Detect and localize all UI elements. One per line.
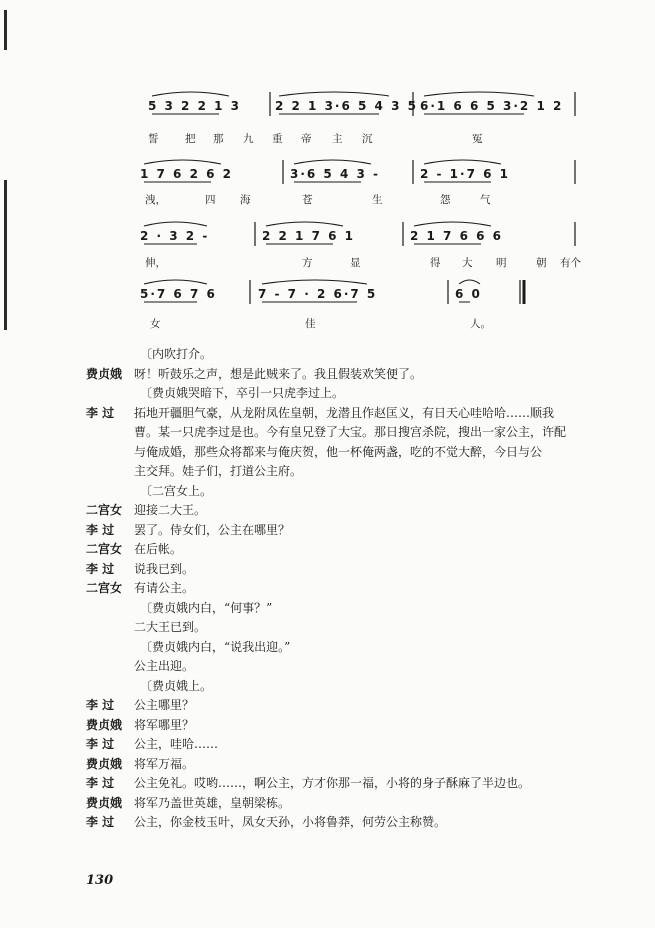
lyric-syllable: 誓 (148, 133, 159, 145)
lyric-syllable: 方 (302, 257, 313, 269)
lyric-syllable: 怨 (440, 194, 451, 206)
dialogue-continuation (86, 423, 606, 443)
lyric-syllable: 洩， (145, 194, 166, 206)
slur-mark (152, 92, 229, 96)
continuation-text: 二大王已到。 (134, 620, 207, 634)
dialogue-text: 罢了。侍女们，公主在哪里？ (134, 522, 291, 537)
score-row (140, 160, 575, 206)
lyric-syllable: 帝 (301, 133, 312, 145)
slur-mark (459, 280, 480, 284)
speaker-name: 二宫女 (86, 542, 123, 556)
score-row (140, 280, 520, 330)
stage-direction (86, 345, 606, 365)
dialogue-continuation (86, 443, 606, 463)
stage-direction-text: 〔费贞娥上。 (140, 678, 213, 693)
lyric-syllable: 海 (240, 194, 251, 206)
dialogue-line (86, 696, 606, 716)
score-row (140, 222, 581, 269)
slur-mark (144, 222, 207, 226)
dialogue-text: 将军哪里？ (134, 717, 195, 732)
stage-direction (86, 599, 606, 619)
stage-direction-text: 〔费贞娥哭暗下，卒引一只虎李过上。 (140, 386, 345, 400)
lyric-syllable: 人。 (470, 318, 491, 330)
speaker-name: 费贞娥 (86, 756, 123, 771)
stage-direction-text: 〔费贞娥内白，“说我出迎。” (140, 639, 291, 654)
dialogue-line (86, 579, 606, 599)
score-measure: 7 - 7 · 2 6·7 5 (258, 287, 378, 301)
dialogue-line (86, 774, 606, 794)
lyric-syllable: 得 (430, 257, 441, 269)
lyric-syllable: 生 (372, 194, 383, 206)
lyric-syllable: 把 (185, 133, 196, 145)
lyric-syllable: 女 (150, 318, 161, 330)
speaker-name: 李 过 (86, 561, 115, 576)
slur-mark (262, 280, 367, 284)
dialogue-line (86, 755, 606, 775)
score-measure: 3·6 5 4 3 - (290, 167, 380, 181)
dialogue-text: 在后帐。 (134, 542, 183, 556)
lyric-syllable: 明 (496, 257, 507, 269)
dialogue-line (86, 501, 606, 521)
lyric-syllable: 冤 (472, 133, 483, 145)
page-number: 130 (86, 873, 114, 888)
stage-direction (86, 638, 606, 658)
dialogue-line (86, 716, 606, 736)
speaker-name: 李 过 (86, 698, 115, 712)
slur-mark (144, 160, 221, 164)
slur-mark (294, 160, 371, 164)
lyric-syllable: 大 (462, 257, 473, 269)
lyric-syllable: 佳 (305, 318, 316, 330)
dialogue-line (86, 813, 606, 833)
slur-mark (414, 222, 491, 226)
score-measure: 5·7 6 7 6 (140, 287, 217, 301)
score-measure: 2 2 1 7 6 1 (262, 229, 355, 243)
lyric-syllable: 沉 (362, 133, 373, 145)
lyric-syllable: 伸， (145, 257, 166, 269)
speaker-name: 李 过 (86, 776, 115, 790)
lyric-syllable: 苍 (302, 194, 313, 206)
speaker-name: 费贞娥 (86, 717, 123, 732)
speaker-name: 费贞娥 (86, 366, 123, 381)
score-measure: 2 2 1 3·6 5 4 3 5 (275, 99, 418, 113)
lyric-syllable: 那 (213, 133, 224, 145)
dialogue-line (86, 735, 606, 755)
continuation-text: 曹。某一只虎李过是也。今有皇兄登了大宝。那日搜宫杀院，搜出一家公主，许配 (134, 425, 567, 439)
dialogue-line (86, 560, 606, 580)
score-measure: 1 7 6 2 6 2 (140, 167, 233, 181)
dialogue-line (86, 521, 606, 541)
score-measure: 2 1 7 6 6 6 (410, 229, 503, 243)
dialogue-text: 公主，哇哈…… (134, 737, 219, 751)
continuation-text: 公主出迎。 (134, 659, 195, 673)
stage-direction-text: 〔二宫女上。 (140, 483, 213, 498)
dialogue-line (86, 794, 606, 814)
dialogue-text: 拓地开疆胆气豪，从龙附凤佐皇朝，龙潜且作赵匡义，有日天心哇哈哈……顺我 (134, 405, 555, 420)
lyric-syllable: 四 (205, 194, 216, 206)
stage-direction-text: 〔费贞娥内白，“何事？” (140, 600, 273, 615)
speaker-name: 费贞娥 (86, 795, 123, 810)
lyric-syllable: 气 (480, 194, 491, 206)
stage-direction (86, 677, 606, 697)
dialogue-text: 公主哪里？ (134, 698, 195, 712)
dialogue-text: 将军万福。 (134, 756, 195, 771)
dialogue-continuation (86, 657, 606, 677)
lyric-syllable: 重 (272, 133, 283, 145)
score-measure: 6 0 (455, 287, 482, 301)
speaker-name: 李 过 (86, 737, 115, 751)
dialogue-line (86, 365, 606, 385)
slur-mark (279, 92, 389, 96)
dialogue-text: 说我已到。 (134, 561, 195, 576)
lyric-syllable: 有个 (560, 257, 581, 269)
stage-direction-text: 〔内吹打介。 (140, 347, 213, 361)
slur-mark (424, 92, 534, 96)
speaker-name: 李 过 (86, 405, 115, 420)
dialogue-text: 公主，你金枝玉叶，凤女天孙，小将鲁莽，何劳公主称赞。 (134, 815, 447, 829)
score-svg (0, 0, 655, 340)
score-measure: 6·1 6 6 5 3·2 1 2 (420, 99, 564, 113)
music-score (0, 0, 655, 340)
score-row (148, 92, 575, 145)
dialogue-continuation (86, 618, 606, 638)
lyric-syllable: 九 (243, 133, 254, 145)
lyric-syllable: 主 (332, 133, 343, 145)
speaker-name: 李 过 (86, 815, 115, 829)
lyric-syllable: 朝 (536, 257, 547, 269)
speaker-name: 李 过 (86, 522, 115, 537)
stage-direction (86, 482, 606, 502)
stage-direction (86, 384, 606, 404)
continuation-text: 与俺成婚，那些众将都来与俺庆贺，他一杯俺两盏，吃的不觉大醉，今日与公 (134, 444, 543, 459)
dialogue-text: 呀！听鼓乐之声，想是此贼来了。我且假装欢笑便了。 (134, 366, 423, 381)
dialogue-line (86, 404, 606, 424)
slur-mark (266, 222, 343, 226)
lyric-syllable: 显 (350, 257, 361, 269)
score-measure: 2 - 1·7 6 1 (420, 167, 510, 181)
score-measure: 5 3 2 2 1 3 (148, 99, 241, 113)
continuation-text: 主交拜。娃子们，打道公主府。 (134, 464, 303, 478)
score-measure: 2 · 3 2 - (140, 229, 210, 243)
play-script (86, 345, 606, 833)
dialogue-text: 公主免礼。哎哟……，啊公主，方才你那一福，小将的身子酥麻了半边也。 (134, 776, 531, 790)
speaker-name: 二宫女 (86, 503, 123, 517)
slur-mark (424, 160, 501, 164)
slur-mark (144, 280, 207, 284)
speaker-name: 二宫女 (86, 581, 123, 595)
dialogue-continuation (86, 462, 606, 482)
dialogue-line (86, 540, 606, 560)
dialogue-text: 迎接二大王。 (134, 503, 207, 517)
dialogue-text: 将军乃盖世英雄，皇朝梁栋。 (134, 795, 291, 810)
dialogue-text: 有请公主。 (134, 581, 195, 595)
